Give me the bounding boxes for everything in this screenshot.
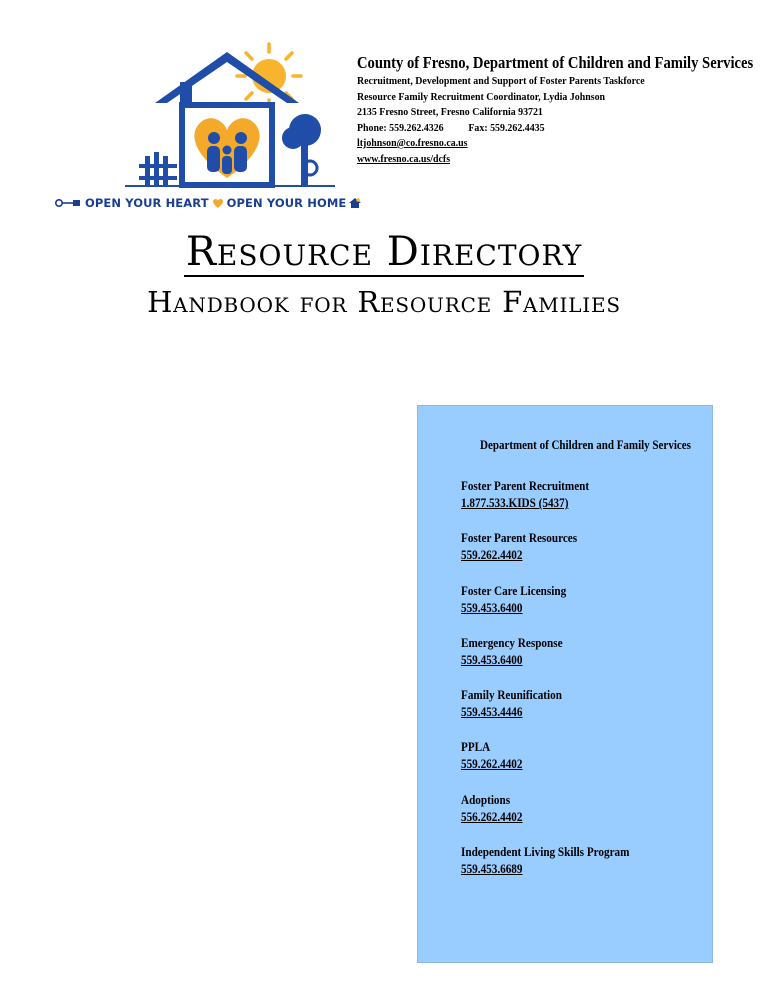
list-item	[461, 738, 701, 790]
list-item	[461, 634, 701, 686]
entry-name: Independent Living Skills Program	[461, 844, 630, 860]
address-line: 2135 Fresno Street, Fresno California 93721	[357, 106, 543, 118]
email-link[interactable]: ltjohnson@co.fresno.ca.us	[357, 137, 468, 149]
coordinator-line: Resource Family Recruitment Coordinator, Lydia Johnson	[357, 90, 606, 103]
phone-fax-line	[357, 121, 717, 137]
entry-name: Foster Parent Recruitment	[461, 478, 590, 493]
logo-tagline	[55, 196, 364, 210]
phone-number: Phone: 559.262.4326	[357, 121, 444, 134]
list-item	[461, 791, 701, 843]
page-title-wrap	[0, 230, 768, 274]
entry-phone[interactable]: 559.262.4402	[461, 756, 523, 772]
letterhead	[357, 52, 757, 167]
entry-phone[interactable]: 559.453.6400	[461, 599, 523, 615]
entry-phone[interactable]: 559.453.6689	[461, 861, 523, 877]
entry-phone[interactable]: 1.877.533.KIDS (5437)	[461, 495, 569, 510]
list-item	[461, 477, 701, 529]
page-subtitle: Handbook for Resource Families	[147, 285, 621, 319]
list-item	[461, 582, 701, 634]
tagline-left: OPEN YOUR HEART	[85, 196, 209, 210]
directory-list	[461, 477, 701, 895]
entry-name: Foster Care Licensing	[461, 582, 567, 598]
house-small-icon	[349, 198, 361, 208]
org-name: County of Fresno, Department of Children and Family Services	[357, 53, 754, 72]
tree-icon	[282, 114, 321, 186]
entry-phone[interactable]: 559.262.4402	[461, 547, 523, 563]
page-title: Resource Directory	[185, 229, 583, 275]
fresno-dcfs-logo	[55, 38, 355, 220]
entry-name: Foster Parent Resources	[461, 530, 578, 546]
entry-name: Emergency Response	[461, 634, 563, 650]
key-icon	[55, 197, 81, 209]
website-link[interactable]: www.fresno.ca.us/dcfs	[357, 152, 451, 165]
entry-phone[interactable]: 556.262.4402	[461, 808, 523, 824]
taskforce-line: Recruitment, Development and Support of Foster Parents Taskforce	[357, 75, 645, 87]
fax-number: Fax: 559.262.4435	[468, 121, 545, 134]
tagline-right: OPEN YOUR HOME	[226, 196, 347, 210]
entry-phone[interactable]: 559.453.6400	[461, 651, 523, 667]
list-item	[461, 686, 701, 738]
list-item	[461, 529, 701, 581]
fence-icon	[139, 152, 177, 186]
entry-name: Family Reunification	[461, 687, 562, 703]
entry-name: PPLA	[461, 739, 491, 755]
panel-title: Department of Children and Family Services	[480, 438, 691, 452]
entry-phone[interactable]: 559.453.4446	[461, 704, 523, 720]
list-item	[461, 843, 701, 895]
heart-icon	[212, 198, 224, 208]
directory-panel	[417, 405, 713, 963]
entry-name: Adoptions	[461, 791, 511, 807]
